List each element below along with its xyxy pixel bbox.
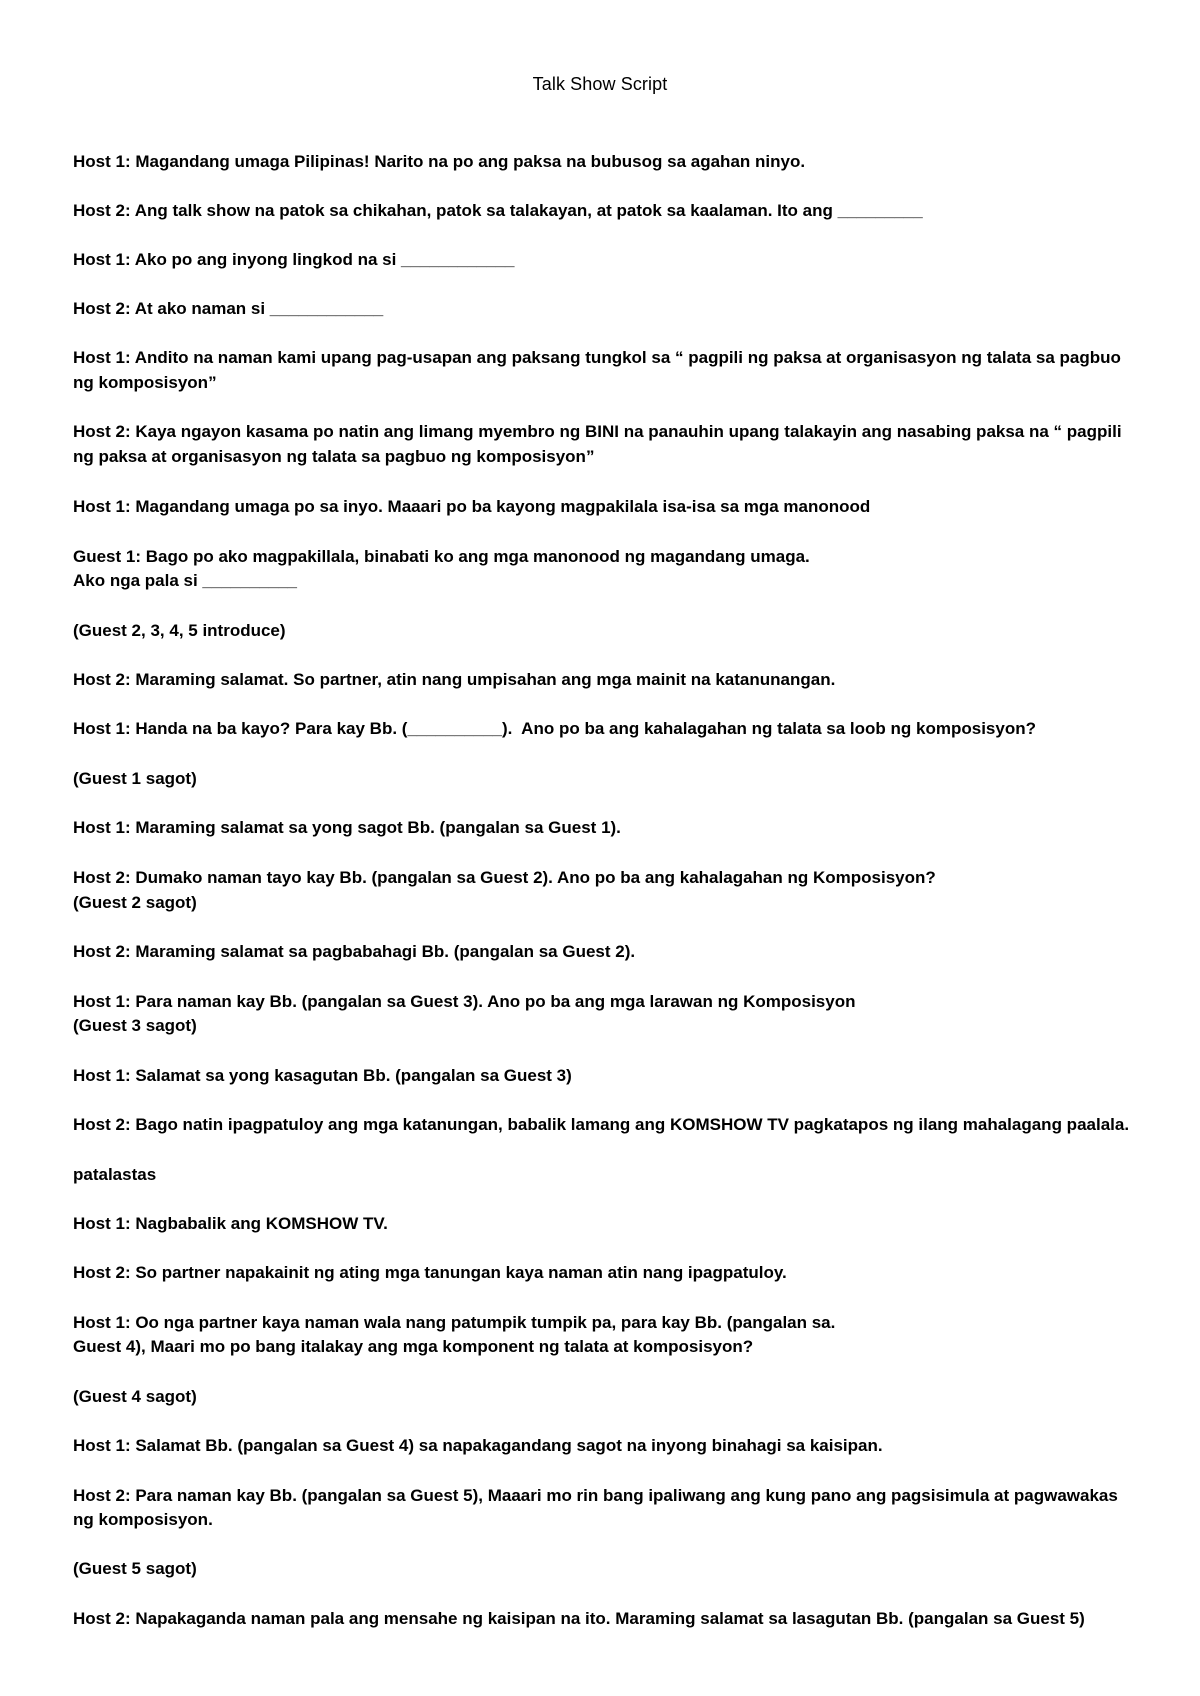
script-line: Host 1: Oo nga partner kaya naman wala nang patumpik tumpik pa, para kay Bb. (pangalan sa. [73,1313,836,1332]
script-line: Host 1: Magandang umaga Pilipinas! Narito na po ang paksa na bubusog sa agahan ninyo. [73,152,806,171]
script-line: ng komposisyon. [73,1510,213,1529]
script-line: Host 1: Salamat sa yong kasagutan Bb. (pangalan sa Guest 3) [73,1066,572,1085]
script-line: Host 1: Maraming salamat sa yong sagot Bb. (pangalan sa Guest 1). [73,818,621,837]
script-line: Host 2: Kaya ngayon kasama po natin ang limang myembro ng BINI na panauhin upang talakayin ang nasabing paksa na “ pagpili [73,422,1122,441]
script-line: Ako nga pala si __________ [73,571,297,590]
script-line: Host 2: Ang talk show na patok sa chikahan, patok sa talakayan, at patok sa kaalaman. Ito ang _________ [73,201,923,220]
script-line: Host 1: Magandang umaga po sa inyo. Maaari po ba kayong magpakilala isa-isa sa mga manonood [73,497,871,516]
script-line: ng komposisyon” [73,373,217,392]
script-line: Host 1: Salamat Bb. (pangalan sa Guest 4) sa napakagandang sagot na inyong binahagi sa kaisipan. [73,1436,883,1455]
document-title: Talk Show Script [532,74,668,94]
script-line: Host 1: Handa na ba kayo? Para kay Bb. (__________). Ano po ba ang kahalagahan ng talata sa loob ng komposisyon? [73,719,1036,738]
script-line: Host 2: So partner napakainit ng ating mga tanungan kaya naman atin nang ipagpatuloy. [73,1263,787,1282]
script-line: Host 1: Nagbabalik ang KOMSHOW TV. [73,1214,388,1233]
script-line: Host 2: Maraming salamat. So partner, atin nang umpisahan ang mga mainit na katanunangan. [73,670,836,689]
script-line: Guest 4), Maari mo po bang italakay ang mga komponent ng talata at komposisyon? [73,1337,754,1356]
script-line: patalastas [73,1165,157,1184]
script-line: Host 2: Maraming salamat sa pagbabahagi Bb. (pangalan sa Guest 2). [73,942,636,961]
script-line: Host 2: Para naman kay Bb. (pangalan sa Guest 5), Maaari mo rin bang ipaliwang ang kung pano ang pagsisimula at pagwawakas [73,1486,1118,1505]
script-line: (Guest 3 sagot) [73,1016,197,1035]
script-line: (Guest 2, 3, 4, 5 introduce) [73,621,286,640]
script-line: Host 2: Bago natin ipagpatuloy ang mga katanungan, babalik lamang ang KOMSHOW TV pagkatapos ng ilang mahalagang paalala. [73,1115,1130,1134]
script-line: (Guest 5 sagot) [73,1559,197,1578]
script-line: ng paksa at organisasyon ng talata sa pagbuo ng komposisyon” [73,447,595,466]
script-line: Host 1: Andito na naman kami upang pag-usapan ang paksang tungkol sa “ pagpili ng paksa at organisasyon ng talata sa pagbuo [73,348,1121,367]
script-line: Host 1: Para naman kay Bb. (pangalan sa Guest 3). Ano po ba ang mga larawan ng Komposisyon [73,992,856,1011]
script-line: (Guest 4 sagot) [73,1387,197,1406]
script-line: Host 2: At ako naman si ____________ [73,299,384,318]
script-line: Host 1: Ako po ang inyong lingkod na si ____________ [73,250,515,269]
script-line: (Guest 1 sagot) [73,769,197,788]
script-line: Host 2: Napakaganda naman pala ang mensahe ng kaisipan na ito. Maraming salamat sa lasagutan Bb. (pangalan sa Guest 5) [73,1609,1085,1628]
script-line: (Guest 2 sagot) [73,893,197,912]
script-line: Guest 1: Bago po ako magpakillala, binabati ko ang mga manonood ng magandang umaga. [73,547,810,566]
script-line: Host 2: Dumako naman tayo kay Bb. (pangalan sa Guest 2). Ano po ba ang kahalagahan ng Komposisyon? [73,868,936,887]
